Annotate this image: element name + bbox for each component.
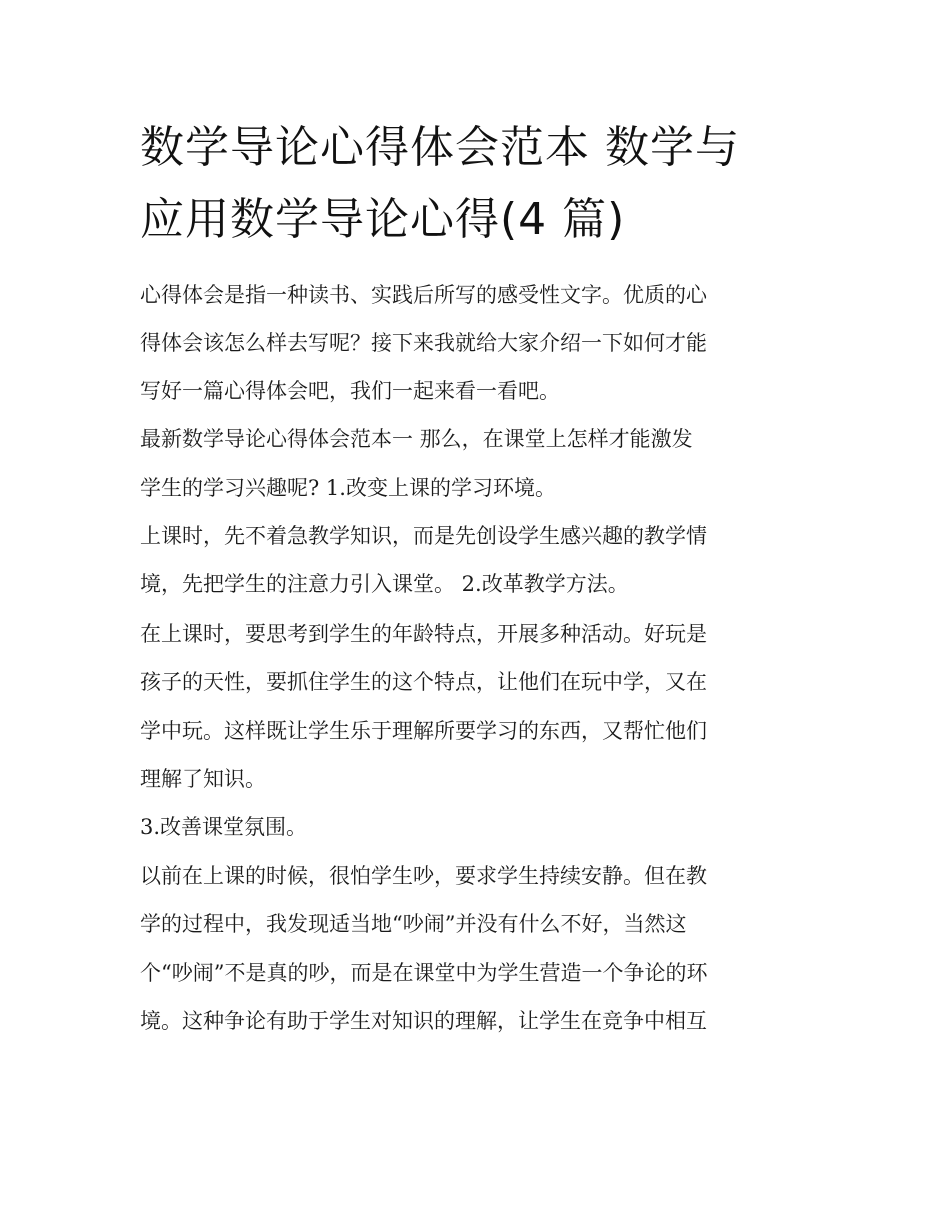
body-line: 孩子的天性，要抓住学生的这个特点，让他们在玩中学，又在 xyxy=(140,670,707,694)
body-line: 学的过程中，我发现适当地“吵闹”并没有什么不好，当然这 xyxy=(140,912,687,936)
body-line: 心得体会是指一种读书、实践后所写的感受性文字。优质的心 xyxy=(140,283,707,307)
body-line: 个“吵闹”不是真的吵，而是在课堂中为学生营造一个争论的环 xyxy=(140,961,708,985)
body-line: 学中玩。这样既让学生乐于理解所要学习的东西，又帮忙他们 xyxy=(140,719,707,743)
title-line: 应用数学导论心得(4 篇) xyxy=(140,194,626,245)
body-line: 得体会该怎么样去写呢？接下来我就给大家介绍一下如何才能 xyxy=(140,331,707,355)
body-line: 学生的学习兴趣呢? 1.改变上课的学习环境。 xyxy=(140,476,556,500)
body-line: 最新数学导论心得体会范本一 那么，在课堂上怎样才能激发 xyxy=(140,427,693,451)
body-line: 在上课时，要思考到学生的年龄特点，开展多种活动。好玩是 xyxy=(140,622,707,646)
body-line: 3.改善课堂氛围。 xyxy=(140,815,308,839)
body-line: 境。这种争论有助于学生对知识的理解，让学生在竞争中相互 xyxy=(140,1009,707,1033)
body-line: 上课时，先不着急教学知识，而是先创设学生感兴趣的教学情 xyxy=(140,524,707,548)
body-line: 理解了知识。 xyxy=(140,767,266,791)
document-title xyxy=(140,112,820,256)
body-line: 境，先把学生的注意力引入课堂。 2.改革教学方法。 xyxy=(140,572,629,596)
body-line: 写好一篇心得体会吧，我们一起来看一看吧。 xyxy=(140,379,560,403)
title-line: 数学导论心得体会范本 数学与 xyxy=(140,122,740,173)
body-line: 以前在上课的时候，很怕学生吵，要求学生持续安静。但在教 xyxy=(140,864,707,888)
